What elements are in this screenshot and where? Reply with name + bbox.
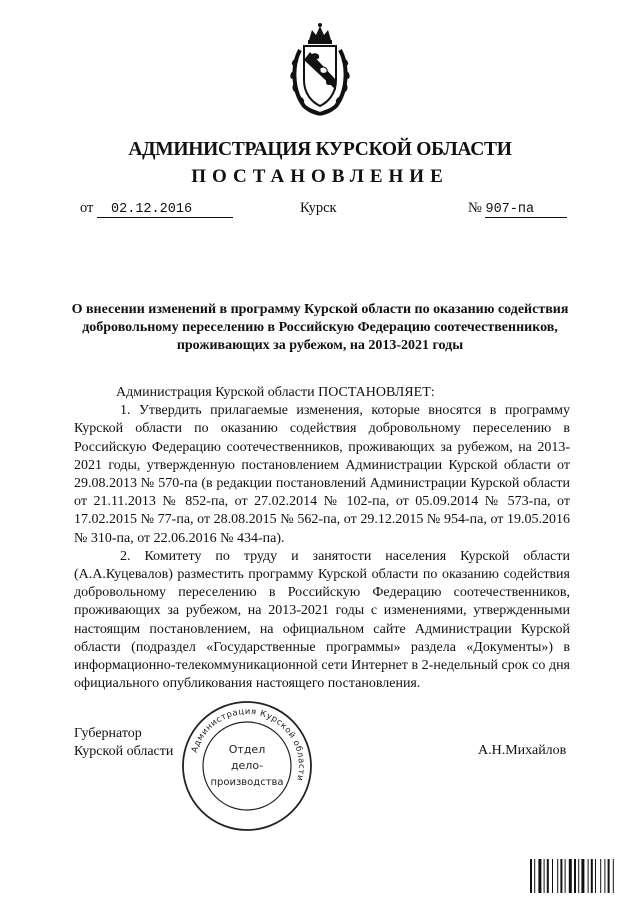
document-date — [80, 200, 233, 218]
stamp-ring-text: Администрация Курской области — [189, 706, 307, 783]
position-line-1: Губернатор — [74, 726, 142, 741]
decree-lead: Администрация Курской области ПОСТАНОВЛЯЕТ: — [116, 385, 435, 400]
signatory-name: А.Н.Михайлов — [478, 743, 567, 758]
stamp-line-1: Отдел — [228, 743, 266, 756]
document-type: ПОСТАНОВЛЕНИЕ — [191, 166, 449, 187]
document-body — [74, 384, 570, 693]
document-number — [468, 200, 567, 218]
stamp-line-3: производства — [210, 777, 284, 788]
stamp-line-2: дело- — [230, 759, 264, 772]
decree-item-1: 1. Утвердить прилагаемые изменения, которые вносятся в программу Курской области по оказанию содействия добровольному переселению в Российскую Федерацию соотечественников, проживающих за рубежом, на 2013-2021 годы, утвержденную постановлением Администрации Курской области от 29.08.2013 № 570-па (в редакции постановлений Администрации Курской области от 21.11.2013 № 852-па, от 27.02.2014 № 102-па, от 05.09.2014 № 573-па, от 17.02.2015 № 77-па, от 28.08.2015 № 562-па, от 29.12.2015 № 954-па, от 19.05.2016 № 310-па, от 22.06.2016 № 434-па). — [74, 403, 570, 546]
barcode-icon — [530, 859, 624, 893]
date-value: 02.12.2016 — [97, 203, 233, 218]
office-stamp-icon — [178, 697, 316, 835]
coat-of-arms-icon — [282, 20, 358, 120]
date-prefix: от — [80, 200, 94, 216]
organization-title: АДМИНИСТРАЦИЯ КУРСКОЙ ОБЛАСТИ — [128, 139, 512, 160]
position-line-2: Курской области — [74, 744, 174, 759]
signatory-position — [74, 725, 173, 761]
number-prefix: № — [468, 200, 482, 216]
document-city: Курск — [300, 200, 337, 216]
decree-item-2: 2. Комитету по труду и занятости населения Курской области (А.А.Куцевалов) разместить программу Курской области по оказанию содействия добровольному переселению в Российскую Федерацию соотечественников, проживающих за рубежом, на 2013-2021 годы с изменениями, утвержденными настоящим постановлением, на официальном сайте Администрации Курской области (подраздел «Государственные программы» раздела «Документы») в информационно-телекоммуникационной сети Интернет в 2-недельный срок со дня официального опубликования настоящего постановления. — [74, 548, 570, 692]
document-heading: О внесении изменений в программу Курской области по оказанию содействия добровольному переселению в Российскую Федерацию соотечественников, проживающих за рубежом, на 2013-2021 годы — [71, 302, 569, 353]
number-value: 907-па — [485, 203, 567, 218]
